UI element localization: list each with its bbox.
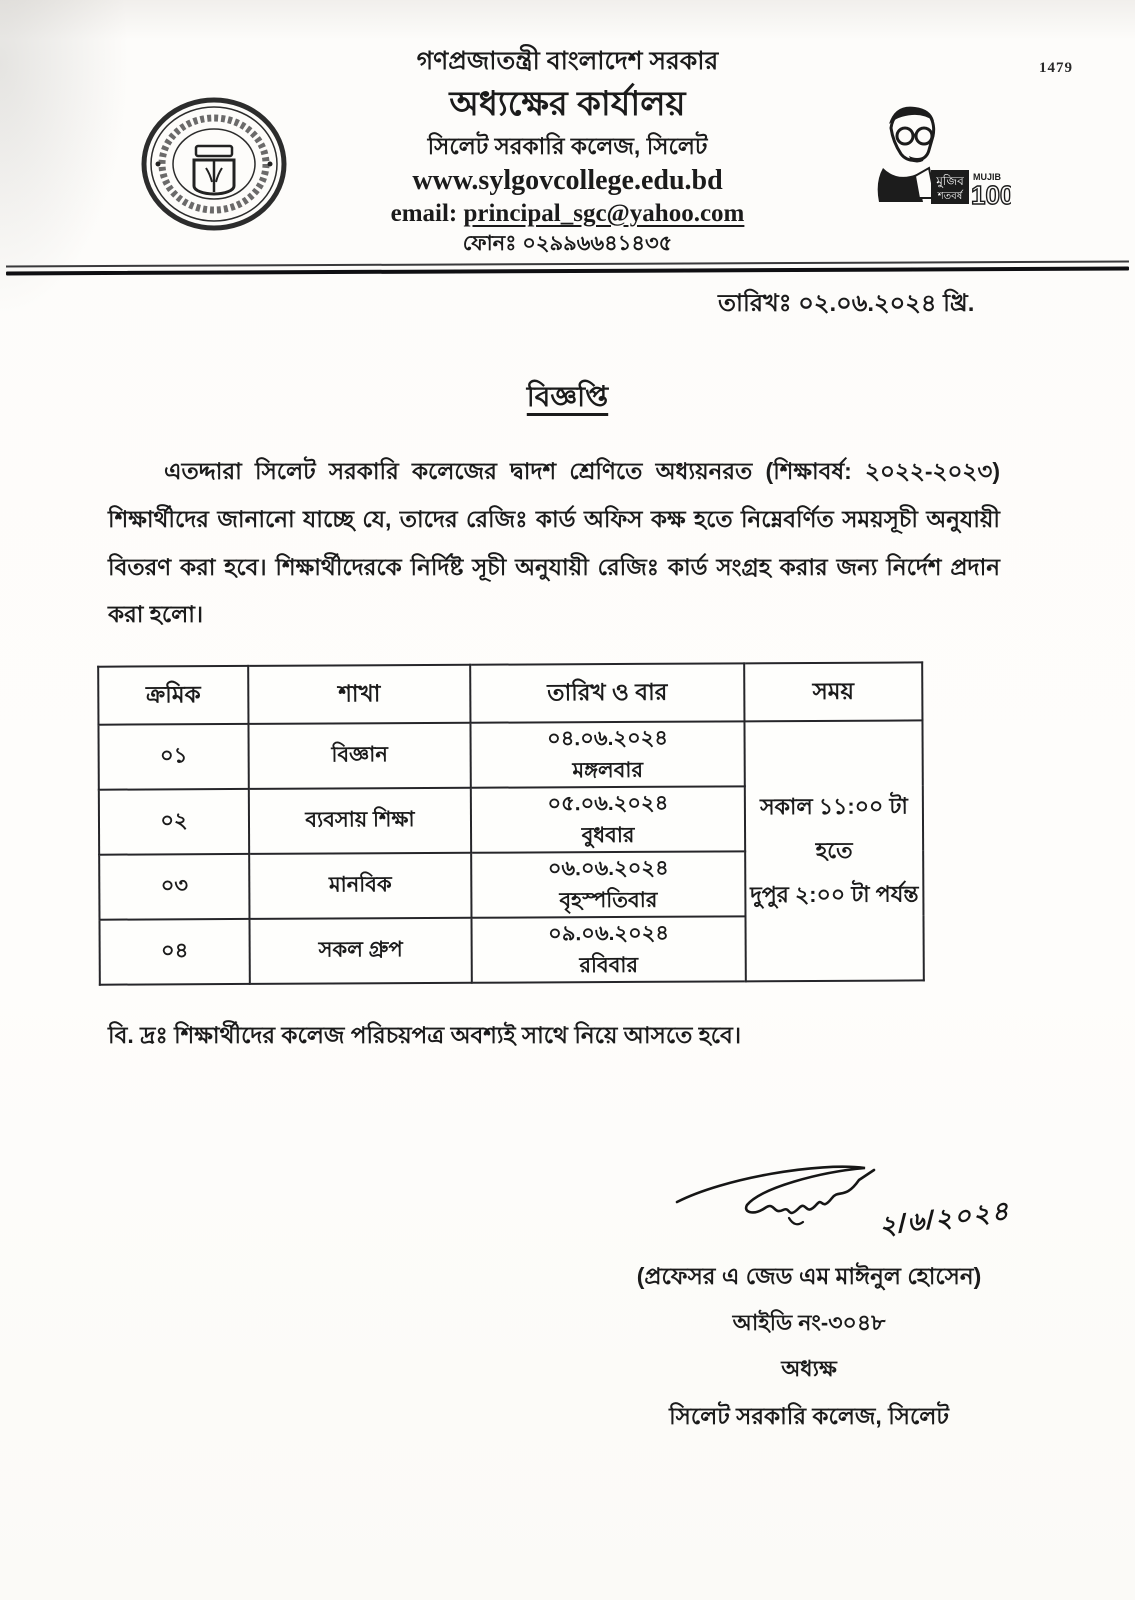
mujib-bn-line1: মুজিব (936, 174, 964, 188)
government-line: গণপ্রজাতন্ত্রী বাংলাদেশ সরকার (416, 47, 719, 75)
date-line: তারিখঃ ০২.০৬.২০২৪ খ্রি. (718, 290, 975, 317)
cell-group: মানবিক (249, 853, 471, 919)
cell-group: বিজ্ঞান (248, 723, 470, 789)
notice-paragraph: এতদ্দারা সিলেট সরকারি কলেজের দ্বাদশ শ্রেণিতে অধ্যয়নরত (শিক্ষাবর্ষ: ২০২২-২০২৩) শিক্ষার্থীদের জানানো যাচ্ছে যে, তাদের রেজিঃ কার্ড অফিস কক্ষ হতে নিম্নেবর্ণিত সময়সূচী অনুযায়ী বিতরণ করা হবে। শিক্ষার্থীদেরকে নির্দিষ্ট সূচী অনুযায়ী রেজিঃ কার্ড সংগ্রহ করার জন্য নির্দেশ প্রদান করা হলো। (108, 458, 1000, 628)
cell-time-merged: সকাল ১১:০০ টা হতে দুপুর ২:০০ টা পর্যন্ত (744, 721, 923, 982)
signatory-designation: অধ্যক্ষ (781, 1356, 837, 1382)
header-time: সময় (744, 663, 922, 722)
table-header-row (98, 663, 922, 725)
signatory-institution: সিলেট সরকারি কলেজ, সিলেট (669, 1403, 949, 1430)
office-title: অধ্যক্ষের কার্যালয় (449, 85, 686, 124)
phone-line: ফোনঃ ০২৯৯৬৬৪১৪৩৫ (462, 231, 673, 255)
schedule-table (97, 662, 925, 986)
email-address: principal_sgc@yahoo.com (463, 199, 745, 227)
signatory-id: আইডি নং-৩০৪৮ (732, 1310, 886, 1336)
header-serial: ক্রমিক (98, 666, 248, 725)
college-seal-icon (138, 96, 290, 232)
cell-serial: ০৩ (99, 854, 249, 920)
letterhead-divider (0, 261, 1135, 276)
notice-title: বিজ্ঞপ্তি (526, 381, 609, 412)
email-label: email: (390, 199, 458, 227)
cell-date-day: ০৪.০৬.২০২৪ মঙ্গলবার (470, 722, 744, 788)
table-row (98, 721, 922, 790)
header-group: শাখা (248, 665, 470, 724)
cell-date-day: ০৯.০৬.২০২৪ রবিবার (471, 917, 745, 983)
cell-group: সকল গ্রুপ (249, 918, 471, 984)
mujib-100-logo-icon (853, 98, 1011, 224)
nb-note: বি. দ্রঃ শিক্ষার্থীদের কলেজ পরিচয়পত্র অবশ্যই সাথে নিয়ে আসতে হবে। (108, 1022, 742, 1049)
website-url: www.sylgovcollege.edu.bd (412, 164, 723, 196)
cell-serial: ০২ (99, 789, 249, 855)
signature-block (579, 1160, 1039, 1437)
cell-serial: ০৪ (99, 919, 249, 985)
mujib-bn-line2: শতবর্ষ (937, 191, 963, 202)
cell-date-day: ০৬.০৬.২০২৪ বৃহস্পতিবার (471, 852, 745, 918)
document-serial-number: 1479 (1039, 60, 1073, 76)
college-name: সিলেট সরকারি কলেজ, সিলেট (427, 132, 708, 159)
cell-serial: ০১ (98, 724, 248, 790)
mujib-en-label: MUJIB (973, 172, 1002, 182)
signatory-name: (প্রফেসর এ জেড এম মাঈনুল হোসেন) (636, 1263, 982, 1290)
header-date: তারিখ ও বার (470, 664, 744, 723)
mujib-100-number: 100 (971, 180, 1011, 210)
cell-date-day: ০৫.০৬.২০২৪ বুধবার (471, 787, 745, 853)
signature-handwritten-date: ২/৬/২০২৪ (877, 1195, 1012, 1242)
cell-group: ব্যবসায় শিক্ষা (249, 788, 471, 854)
